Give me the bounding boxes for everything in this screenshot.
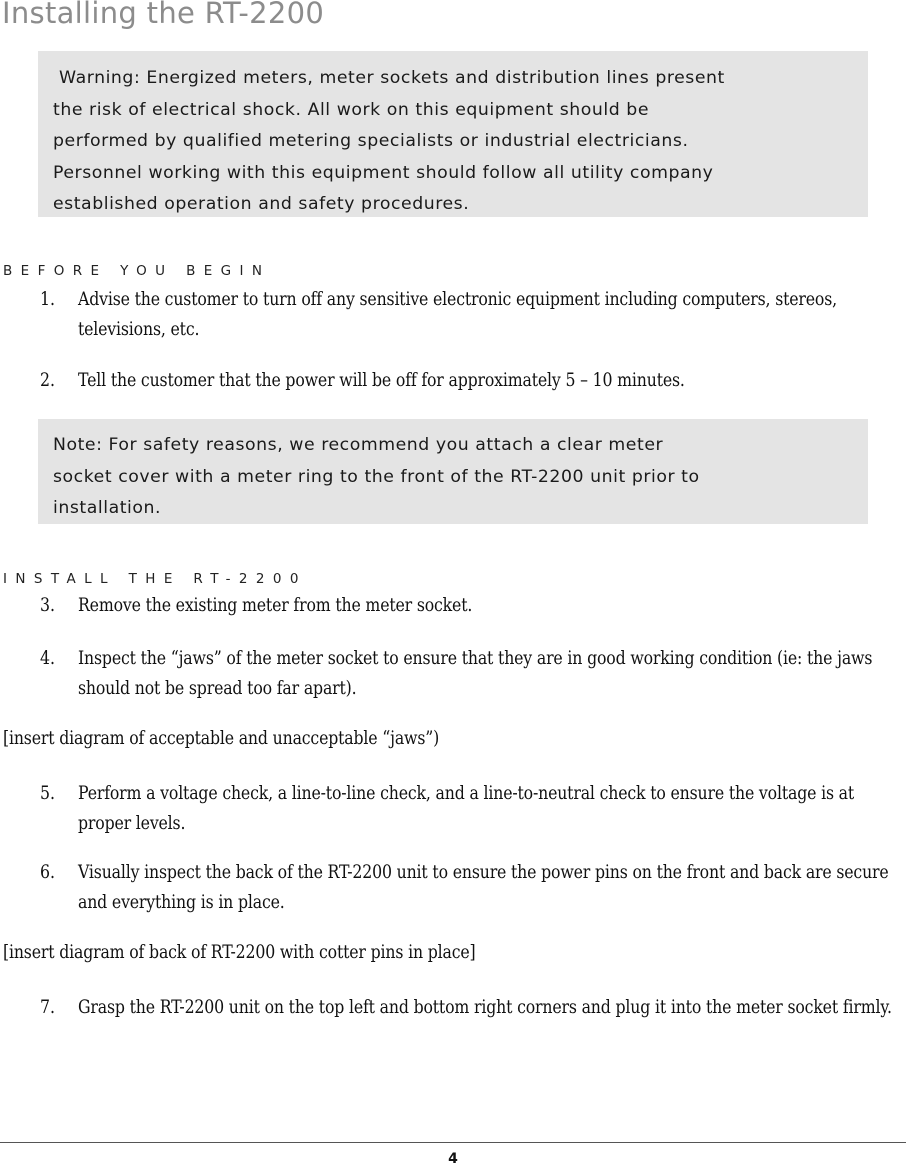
note-box (38, 419, 868, 524)
step-text: Advise the customer to turn off any sensitive electronic equipment including computers, stereos, televisions, etc. (78, 288, 837, 340)
step-number: 3. (40, 594, 56, 616)
step-text: Visually inspect the back of the RT-2200 unit to ensure the power pins on the front and back are secure and everything is in place. (78, 861, 889, 913)
warning-line: established operation and safety procedures. (53, 194, 470, 214)
diagram-placeholder-jaws: [insert diagram of acceptable and unacceptable “jaws”) (3, 727, 440, 749)
step-text: Tell the customer that the power will be off for approximately 5 – 10 minutes. (78, 369, 685, 391)
step-number: 6. (40, 861, 56, 883)
footer-divider (0, 1142, 906, 1143)
step-text: Remove the existing meter from the meter socket. (78, 594, 473, 616)
step-number: 7. (40, 996, 56, 1018)
step-number: 5. (40, 782, 56, 804)
section-heading-install: INSTALL THE RT-2200 (3, 571, 307, 587)
warning-line: Warning: Energized meters, meter sockets and distribution lines present (53, 68, 725, 88)
diagram-placeholder-back: [insert diagram of back of RT-2200 with cotter pins in place] (3, 941, 476, 963)
warning-line: performed by qualified metering specialists or industrial electricians. (53, 131, 689, 151)
page-title: Installing the RT-2200 (2, 0, 325, 30)
note-line: socket cover with a meter ring to the front of the RT-2200 unit prior to (53, 466, 700, 487)
step-text: Grasp the RT-2200 unit on the top left and bottom right corners and plug it into the meter socket firmly. (78, 996, 892, 1018)
step-number: 2. (40, 369, 56, 391)
page-number: 4 (448, 1151, 458, 1167)
section-heading-before-you-begin: BEFORE YOU BEGIN (3, 263, 271, 279)
warning-line: Personnel working with this equipment should follow all utility company (53, 162, 714, 183)
warning-box (38, 51, 868, 217)
note-line: installation. (53, 498, 162, 518)
step-text: Inspect the “jaws” of the meter socket to ensure that they are in good working condition (ie: the jaws should not be spread too far apart). (78, 647, 873, 699)
note-line: Note: For safety reasons, we recommend you attach a clear meter (53, 435, 664, 455)
step-text: Perform a voltage check, a line-to-line check, and a line-to-neutral check to ensure the voltage is at proper levels. (78, 782, 855, 834)
warning-line: the risk of electrical shock. All work on this equipment should be (53, 99, 650, 120)
step-number: 4. (40, 647, 56, 669)
step-number: 1. (40, 288, 56, 310)
